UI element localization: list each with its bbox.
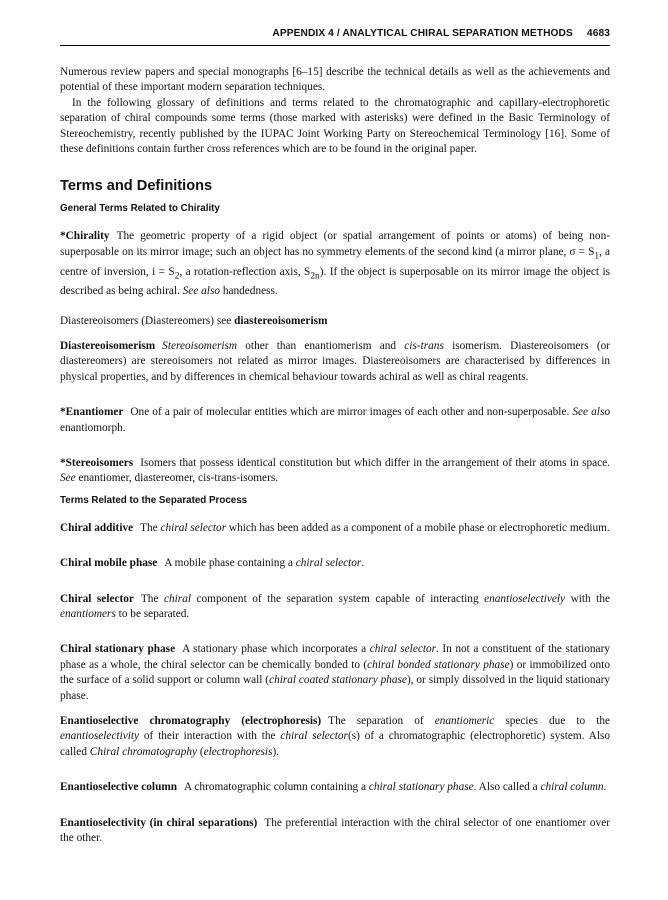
term-label: Diastereoisomers (Diastereomers) xyxy=(60,314,215,327)
subsection-title-process: Terms Related to the Separated Process xyxy=(60,494,248,506)
term-label: Enantioselectivity (in chiral separations) xyxy=(60,816,258,829)
section-title: Terms and Definitions xyxy=(60,178,213,195)
entry-enantioselective-chromatography: Enantioselective chromatography (electrophoresis) The separation of enantiomeric species due to the enantioselectivity of their interaction with the chiral selector(s) of a chromatographic (electrophoretic) system. Also called Chiral chromatography (electrophoresis). xyxy=(60,715,611,758)
document-body xyxy=(60,65,610,847)
page-number: 4683 xyxy=(586,28,610,39)
entry-diastereoisomerism: Diastereoisomerism Stereoisomerism other than enantiomerism and cis-trans isomerism. Diastereoisomers (or diastereomers) are stereoisomers not related as mirror images. Diastereoisomers are characterised by differences in physical properties, and by differences in chemical behaviour towards achiral as well as chiral reagents. xyxy=(60,339,611,383)
cross-reference: diastereoisomerism xyxy=(234,314,328,327)
entry-enantiomer: *Enantiomer One of a pair of molecular entities which are mirror images of each other and non-superposable. See also enantiomorph. xyxy=(60,406,610,434)
running-header xyxy=(60,28,610,39)
running-title: APPENDIX 4 / ANALYTICAL CHIRAL SEPARATION METHODS xyxy=(272,28,573,39)
term-label: Chiral selector xyxy=(60,592,134,605)
entry-chiral-mobile-phase: Chiral mobile phase A mobile phase containing a chiral selector. xyxy=(60,557,365,570)
entry-diastereoisomers: Diastereoisomers (Diastereomers) see diastereoisomerism xyxy=(60,314,328,327)
entry-chirality: *Chirality The geometric property of a rigid object (or spatial arrangement of points or atoms) of being non-superposable on its mirror image; such an object has no symmetry elements of the second kind (a mirror plane, $\sigma = S_1$, a centre of inversion, $i = S_2$, a rotation-reflection axis, $S_{2n}$). If the object is superposable on its mirror image the object is described as being achiral. See also handedness. xyxy=(60,230,610,298)
term-label: *Chirality xyxy=(60,230,110,243)
term-label: *Enantiomer xyxy=(60,406,124,419)
entry-enantioselective-column: Enantioselective column A chromatographic column containing a chiral stationary phase. Also called a chiral column. xyxy=(60,781,607,794)
entry-chiral-selector: Chiral selector The chiral component of the separation system capable of interacting enantioselectively with the enantiomers to be separated. xyxy=(60,592,610,621)
subsection-title-chirality: General Terms Related to Chirality xyxy=(60,203,220,215)
entry-chiral-stationary-phase: Chiral stationary phase A stationary phase which incorporates a chiral selector. In not a constituent of the stationary phase as a whole, the chiral selector can be chemically bonded to (chiral bonded stationary phase) or immobilized onto the surface of a solid support or column wall (chiral coated stationary phase), or simply dissolved in the liquid stationary phase. xyxy=(60,643,610,702)
term-label: Chiral mobile phase xyxy=(60,557,158,570)
intro-paragraph-1: Numerous review papers and special monographs [6–15] describe the technical details as well as the achievements and potential of these important modern separation techniques. xyxy=(60,66,610,94)
header-rule xyxy=(60,45,610,46)
term-label: *Stereoisomers xyxy=(60,457,134,469)
term-label: Enantioselective column xyxy=(60,781,178,794)
intro-paragraph-2: In the following glossary of definitions and terms related to the chromatographic and capillary-electrophoretic separation of chiral compounds some terms (those marked with asterisks) were defined in the Basic Terminology of Stereochemistry, recently published by the IUPAC Joint Working Party on Stereochemical Terminology [16]. Some of these definitions contain further cross references which are to be found in the original paper. xyxy=(60,96,610,156)
entry-chiral-additive: Chiral additive The chiral selector which has been added as a component of a mobile phase or electrophoretic medium. xyxy=(60,521,610,534)
term-label: Chiral stationary phase xyxy=(60,643,176,656)
term-label: Enantioselective chromatography (electrophoresis) xyxy=(60,715,322,728)
entry-enantioselectivity: Enantioselectivity (in chiral separations) The preferential interaction with the chiral selector of one enantiomer over the other. xyxy=(60,816,610,845)
entry-stereoisomers: *Stereoisomers Isomers that possess identical constitution but which differ in the arrangement of their atoms in space. See enantiomer, diastereomer, cis-trans-isomers. xyxy=(60,457,610,485)
term-label: Chiral additive xyxy=(60,521,134,534)
term-label: Diastereoisomerism xyxy=(60,339,156,352)
